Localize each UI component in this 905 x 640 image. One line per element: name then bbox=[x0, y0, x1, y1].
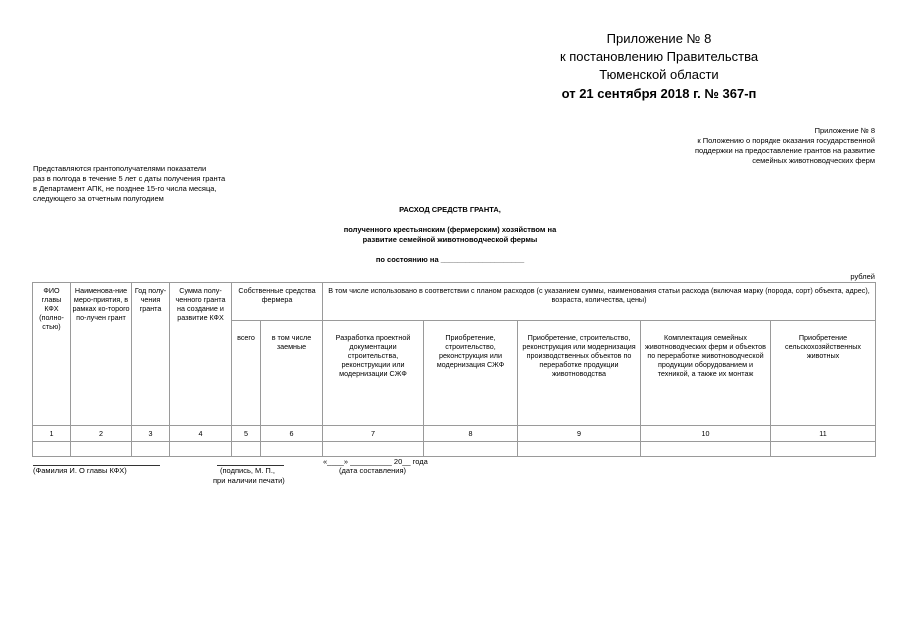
col-grant-amount: Сумма полу-ченного гранта на создание и развитие КФХ bbox=[170, 283, 232, 426]
column-number: 9 bbox=[518, 426, 641, 442]
submission-note-line: следующего за отчетным полугодием bbox=[33, 194, 164, 203]
date-label: (дата составления) bbox=[339, 466, 407, 475]
table-cell bbox=[261, 442, 323, 457]
empty-data-row bbox=[33, 442, 876, 457]
column-number: 4 bbox=[170, 426, 232, 442]
col-animals: Приобретение сельскохозяйственных животных bbox=[771, 321, 876, 426]
table-cell bbox=[641, 442, 771, 457]
col-processing-facilities: Приобретение, строительство, реконструкция или модернизация производственных объектов по переработке продукции животноводства bbox=[518, 321, 641, 426]
table-cell bbox=[771, 442, 876, 457]
column-number: 7 bbox=[323, 426, 424, 442]
document-subtitle-1: полученного крестьянским (фермерским) хозяйством на bbox=[343, 225, 557, 234]
column-number: 2 bbox=[71, 426, 132, 442]
header-region-line: Тюменской области bbox=[599, 67, 719, 82]
column-number: 1 bbox=[33, 426, 71, 442]
submission-note-line: раз в полгода в течение 5 лет с даты получения гранта bbox=[33, 174, 226, 183]
col-design-docs: Разработка проектной документации строительства, реконструкции или модернизации СЖФ bbox=[323, 321, 424, 426]
table-cell bbox=[170, 442, 232, 457]
col-farm-construction: Приобретение, строительство, реконструкция или модернизация СЖФ bbox=[424, 321, 518, 426]
col-head-name: ФИО главы КФХ (полно-стью) bbox=[33, 283, 71, 426]
table-cell bbox=[323, 442, 424, 457]
document-title: РАСХОД СРЕДСТВ ГРАНТА, bbox=[399, 205, 501, 214]
column-number: 8 bbox=[424, 426, 518, 442]
appendix-line-2: к Положению о порядке оказания государственной bbox=[697, 136, 875, 145]
header-appendix-number: Приложение № 8 bbox=[606, 31, 712, 46]
table-cell bbox=[33, 442, 71, 457]
col-grant-year: Год полу-чения гранта bbox=[132, 283, 170, 426]
col-own-borrowed: в том числе заемные bbox=[261, 321, 323, 426]
header-resolution-line: к постановлению Правительства bbox=[559, 49, 759, 64]
column-number: 5 bbox=[232, 426, 261, 442]
table-cell bbox=[232, 442, 261, 457]
col-own-total: всего bbox=[232, 321, 261, 426]
table-cell bbox=[71, 442, 132, 457]
column-number-row bbox=[33, 426, 876, 442]
as-of-date-line: по состоянию на ____________________ bbox=[375, 255, 525, 264]
grant-expense-table bbox=[32, 282, 876, 457]
col-event-name: Наименова-ние меро-приятия, в рамках ко-торого по-лучен грант bbox=[71, 283, 132, 426]
header-date-line: от 21 сентября 2018 г. № 367-п bbox=[561, 86, 757, 101]
column-number: 11 bbox=[771, 426, 876, 442]
submission-note-line: Представляются грантополучателями показатели bbox=[33, 164, 207, 173]
head-name-label: (Фамилия И. О главы КФХ) bbox=[33, 466, 127, 475]
date-line: «____» __________ 20__ года bbox=[323, 457, 428, 466]
table-cell bbox=[518, 442, 641, 457]
column-number: 6 bbox=[261, 426, 323, 442]
table-cell bbox=[424, 442, 518, 457]
currency-label: рублей bbox=[850, 272, 875, 281]
submission-note-line: в Департамент АПК, не позднее 15-го числа месяца, bbox=[33, 184, 217, 193]
col-equipment: Комплектация семейных животноводческих ферм и объектов по переработке животноводческой продукции оборудованием и техникой, а также их монтаж bbox=[641, 321, 771, 426]
col-own-funds: Собственные средства фермера bbox=[232, 283, 323, 321]
appendix-line-3: поддержки на предоставление грантов на развитие bbox=[694, 146, 875, 155]
appendix-line-4: семейных животноводческих ферм bbox=[752, 156, 875, 165]
col-plan-header: В том числе использовано в соответствии с планом расходов (с указанием суммы, наименования статьи расхода (включая марку (порода, сорт) объекта, адрес), возраста, количества, цены) bbox=[323, 283, 876, 321]
column-number: 3 bbox=[132, 426, 170, 442]
signature-label: (подпись, М. П., bbox=[220, 466, 275, 475]
column-number: 10 bbox=[641, 426, 771, 442]
document-subtitle-2: развитие семейной животноводческой фермы bbox=[362, 235, 538, 244]
table-cell bbox=[132, 442, 170, 457]
submission-note bbox=[33, 164, 293, 204]
appendix-number: Приложение № 8 bbox=[814, 126, 875, 135]
seal-label: при наличии печати) bbox=[213, 476, 285, 485]
